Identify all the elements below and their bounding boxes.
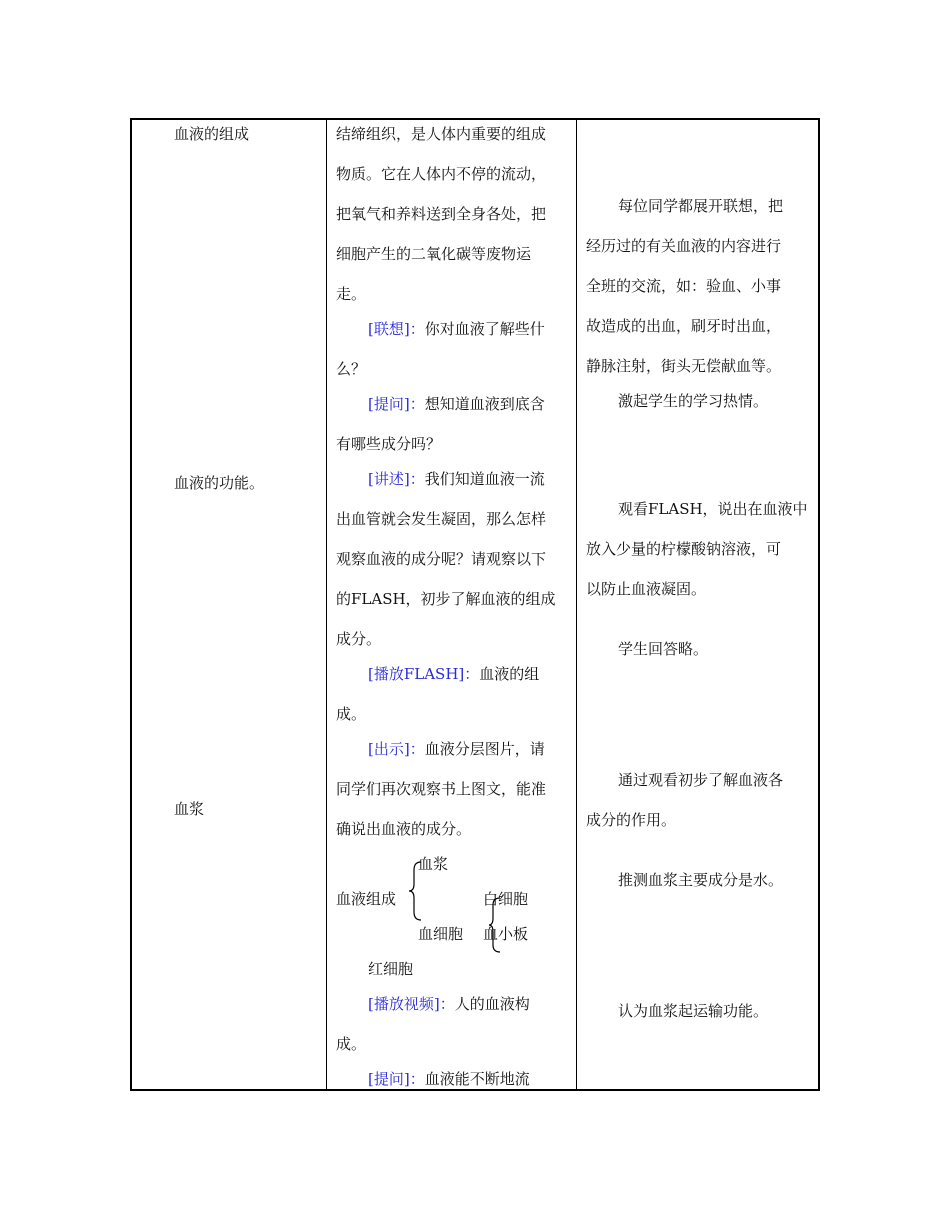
student-activity-line: 通过观看初步了解血液各 (618, 771, 784, 789)
body-line: 成。 (336, 705, 367, 723)
lesson-table (130, 118, 820, 1091)
prompt-text: 血液能不断地流 (424, 1070, 530, 1088)
diagram-plasma: 血浆 (418, 855, 449, 873)
prompt-text: 血液的组 (479, 665, 540, 683)
student-activity-line: 经历过的有关血液的内容进行 (586, 237, 782, 255)
prompt-text: 想知道血液到底含 (424, 395, 545, 413)
body-line: 有哪些成分吗？ (336, 435, 442, 453)
student-activity-line: 以防止血液凝固。 (586, 580, 707, 598)
prompt-tag: [出示]： (368, 740, 425, 758)
prompt-tag: [讲述]： (368, 470, 425, 488)
body-line: 观察血液的成分呢？请观察以下 (336, 550, 547, 568)
student-activity-line: 认为血浆起运输功能。 (618, 1002, 769, 1020)
body-line: 出血管就会发生凝固，那么怎样 (336, 510, 547, 528)
prompt-play-video (368, 994, 530, 1014)
body-line: 结缔组织，是人体内重要的组成 (336, 125, 547, 143)
prompt-tag: [联想]： (368, 320, 425, 338)
body-line: 的FLASH，初步了解血液的组成 (336, 590, 556, 608)
brace-left (408, 860, 424, 922)
student-activity-line: 每位同学都展开联想，把 (618, 197, 784, 215)
student-activity-line: 观看FLASH，说出在血液中 (618, 500, 808, 518)
body-line: 同学们再次观察书上图文，能准 (336, 780, 547, 798)
diagram-wbc: 白细胞 (483, 890, 529, 908)
student-activity-line: 静脉注射，街头无偿献血等。 (586, 357, 782, 375)
prompt-show (368, 739, 545, 759)
topic-blood-composition: 血液的组成 (174, 125, 250, 143)
prompt-text: 人的血液构 (454, 995, 530, 1013)
prompt-tag: [提问]： (368, 1070, 425, 1088)
prompt-play-flash (368, 664, 539, 684)
prompt-associate (368, 319, 545, 339)
prompt-tag: [播放FLASH]： (368, 665, 480, 683)
prompt-text: 我们知道血液一流 (424, 470, 545, 488)
student-activity-line: 全班的交流，如：验血、小事 (586, 277, 782, 295)
student-activity-line: 故造成的出血，刷牙时出血， (586, 317, 782, 335)
body-line: 走。 (336, 285, 367, 303)
prompt-question (368, 394, 545, 414)
diagram-cells: 血细胞 (418, 925, 464, 943)
column-divider (326, 120, 327, 1089)
diagram-rbc: 红细胞 (368, 960, 414, 978)
body-line: 确说出血液的成分。 (336, 820, 472, 838)
body-line: 么？ (336, 360, 367, 378)
topic-blood-function: 血液的功能。 (174, 474, 265, 492)
prompt-narrate (368, 469, 545, 489)
topic-plasma: 血浆 (174, 800, 205, 818)
diagram-platelet: 血小板 (483, 925, 529, 943)
column-divider (576, 120, 577, 1089)
student-activity-line: 成分的作用。 (586, 811, 677, 829)
student-activity-line: 激起学生的学习热情。 (618, 392, 769, 410)
student-activity-line: 学生回答略。 (618, 640, 709, 658)
body-line: 把氧气和养料送到全身各处，把 (336, 205, 547, 223)
body-line: 物质。它在人体内不停的流动， (336, 165, 547, 183)
prompt-tag: [提问]： (368, 395, 425, 413)
brace-right (488, 896, 502, 954)
prompt-question-2 (368, 1069, 530, 1089)
prompt-text: 血液分层图片，请 (424, 740, 545, 758)
prompt-text: 你对血液了解些什 (424, 320, 545, 338)
student-activity-line: 推测血浆主要成分是水。 (618, 871, 784, 889)
diagram-root: 血液组成 (336, 890, 397, 908)
student-activity-line: 放入少量的柠檬酸钠溶液，可 (586, 540, 782, 558)
prompt-tag: [播放视频]： (368, 995, 455, 1013)
body-line: 成分。 (336, 630, 382, 648)
body-line: 成。 (336, 1035, 367, 1053)
body-line: 细胞产生的二氧化碳等废物运 (336, 245, 532, 263)
